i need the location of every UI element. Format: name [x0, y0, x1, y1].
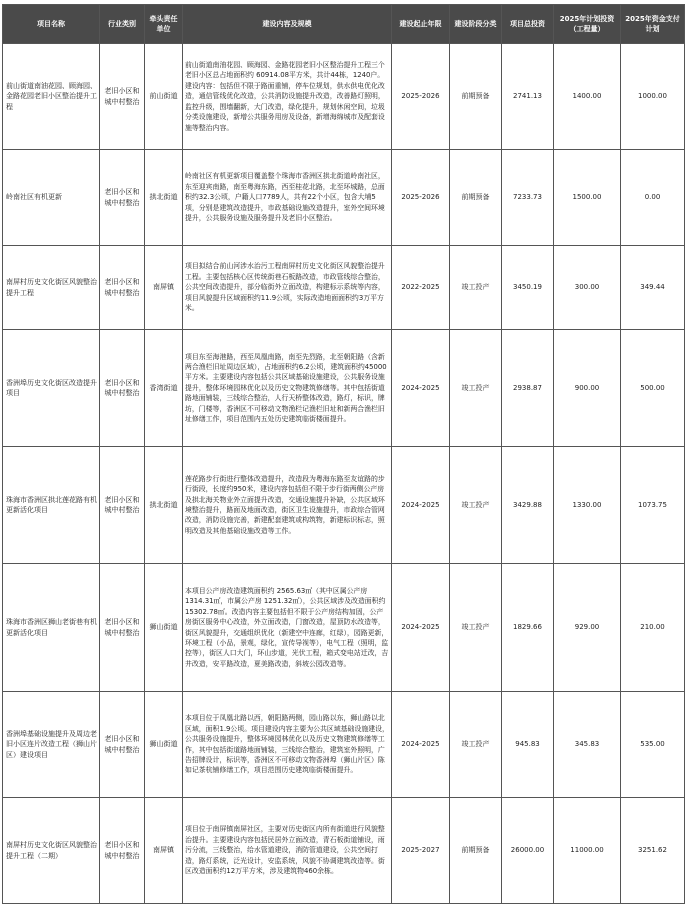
header-plan-investment: 2025年计划投资（工程量）: [554, 5, 621, 44]
project-content: 项目东至海港路，西至凤凰南路，南至先烈路，北至朝阳路（含新两合渔栏旧址周边区域），占地面积约6.2公顷，建筑面积约45000平方米。主要建设内容包括公共区域基础设施建设，公共服务设施提升，整体环境园林优化以及历史文物建筑修缮等。其中包括街道路地面铺装，三线综合整治，人行天桥整体改造，路灯，标识，牌坊，门楼等，香洲区不可移动文物渔栏记渔栏旧址和新两合渔栏旧址修缮工作，项目范围内五处历史建筑临街楼面提升。: [183, 330, 392, 447]
construction-period: 2025-2026: [392, 150, 450, 246]
header-lead-unit: 牵头责任单位: [145, 5, 183, 44]
plan-investment: 929.00: [554, 564, 621, 692]
header-payment-plan: 2025年资金支付计划: [621, 5, 685, 44]
total-investment: 2741.13: [502, 44, 554, 150]
payment-plan: 0.00: [621, 150, 685, 246]
project-content: 项目位于南屏镇南屏社区，主要对历史街区内所有街道进行风貌整治提升。主要建设内容包括民居外立面改造，青石板街道铺设，雨污分流，三线整治，给水管道建设，消防管道建设，公共空间打造，路灯系统，泛光设计，安监系统，风貌不协调建筑改造等。街区改造面积约12万平方米，涉及建筑物460余栋。: [183, 798, 392, 904]
total-investment: 26000.00: [502, 798, 554, 904]
plan-investment: 1500.00: [554, 150, 621, 246]
payment-plan: 1073.75: [621, 447, 685, 564]
industry-category: 老旧小区和城中村整治: [100, 564, 145, 692]
lead-unit: 南屏镇: [145, 798, 183, 904]
project-content: 莲花路步行街进行整体改造提升，改造段为粤海东路至友谊路的步行街段，长度约950米，建设内容包括但不限于步行街两侧公产房及拱北海关物业外立面提升改造，交通设施提升补缺，公共区域环境整治提升，路面及地面改造，街区卫生设施提升，市政综合管网改造，消防设施完善，新建配套建筑或构筑物，新建标识标志，照明改造及其他基础设施改造等工作。: [183, 447, 392, 564]
project-content: 前山街道南油花园、顾海园、金路花园老旧小区整治提升工程三个老旧小区总占地面积约 60914.08平方米，共计44栋，1240户。建设内容：包括但不限于路面重铺，停车位规划，供水供电优化改造，通信管线优化改造，公共消防设施提升改造，改善路灯照明，监控升级，围墙翻新，大门改造，绿化提升，规划休闲空间，垃圾分类设施建设，新增公共服务用房及设备，新增海绵城市及配套设施等整治内容。: [183, 44, 392, 150]
construction-stage: 竣工投产: [450, 246, 502, 330]
total-investment: 1829.66: [502, 564, 554, 692]
lead-unit: 前山街道: [145, 44, 183, 150]
project-name: 岭南社区有机更新: [3, 150, 100, 246]
lead-unit: 拱北街道: [145, 150, 183, 246]
construction-period: 2025-2027: [392, 798, 450, 904]
project-table: [2, 4, 685, 904]
construction-stage: 前期预备: [450, 798, 502, 904]
construction-stage: 前期预备: [450, 150, 502, 246]
project-name: 香洲埠基础设施提升及周边老旧小区连片改造工程（狮山片区）建设项目: [3, 692, 100, 798]
header-total-investment: 项目总投资: [502, 5, 554, 44]
lead-unit: 香湾街道: [145, 330, 183, 447]
project-name: 珠海市香洲区狮山老街巷有机更新活化项目: [3, 564, 100, 692]
total-investment: 3450.19: [502, 246, 554, 330]
header-category: 行业类别: [100, 5, 145, 44]
project-content: 本项目位于凤凰北路以西，朝阳路两侧，园山路以东，狮山路以北区域，面积1.9公顷。项目建设内容主要为公共区域基础设施建设，公共服务设施提升，整体环境园林优化以及历史文物建筑修缮等工作，其中包括街道路地面铺装，三线综合整治，建筑室外照明，广告招牌设计，标识等，香洲区不可移动文物香洲埠（狮山片区）陈如记茶杭铺修缮工作，项目范围历史建筑临街楼面提升。: [183, 692, 392, 798]
payment-plan: 500.00: [621, 330, 685, 447]
industry-category: 老旧小区和城中村整治: [100, 798, 145, 904]
payment-plan: 535.00: [621, 692, 685, 798]
project-name: 南屏村历史文化街区风貌整治提升工程: [3, 246, 100, 330]
project-content: 项目拟结合前山河涉水治污工程南屏村历史文化街区风貌整治提升工程。主要包括核心区传统街巷石板路改造，市政管线综合整治，公共空间改造提升，部分临街外立面改造，构建标示系统等内容，项目风貌提升区域面积约11.9公顷，实际改造地面面积约3万平方米。: [183, 246, 392, 330]
construction-period: 2024-2025: [392, 564, 450, 692]
table-header-row: [3, 5, 685, 44]
industry-category: 老旧小区和城中村整治: [100, 150, 145, 246]
payment-plan: 210.00: [621, 564, 685, 692]
construction-period: 2022-2025: [392, 246, 450, 330]
industry-category: 老旧小区和城中村整治: [100, 692, 145, 798]
project-name: 前山街道南油花园、顾海园、金路花园老旧小区整治提升工程: [3, 44, 100, 150]
header-project-name: 项目名称: [3, 5, 100, 44]
lead-unit: 南屏镇: [145, 246, 183, 330]
table-row: [3, 246, 685, 330]
project-content: 本项目公产房改造建筑面积约 2565.63㎡（其中区属公产房1314.31㎡，市属公产房 1251.32㎡），公共区域涉及改造面积约15302.78㎡。改造内容主要包括但不限于公产房结构加固，公产房街区服务中心改造，外立面改造，门窗改造，屋顶防水改造等，街区风貌提升，交通组织优化（新建空中连廊，红绿），园路更新，环境工程（小品，景观，绿化，宣传导视等），电气工程（照明，监控等），街区人口大门，环山步道，光伏工程，箱式变电站迁改，吉井改造，安平路改造，夏美路改造，斜坡公园改造等。: [183, 564, 392, 692]
project-name: 南屏村历史文化街区风貌整治提升工程（二期）: [3, 798, 100, 904]
project-content: 岭南社区有机更新项目覆盖整个珠海市香洲区拱北街道岭南社区，东至迎宾南路，南至粤海东路，西至桂花北路，北至环城路，总面积约32.3公顷，户籍人口7789人，共有22个小区，包含大埔5项，分别是建筑改造提升，市政基础设施改造提升，室外空间环境提升，公共服务设施及服务提升及老旧小区整治。: [183, 150, 392, 246]
industry-category: 老旧小区和城中村整治: [100, 330, 145, 447]
total-investment: 7233.73: [502, 150, 554, 246]
construction-stage: 竣工投产: [450, 330, 502, 447]
construction-stage: 前期预备: [450, 44, 502, 150]
industry-category: 老旧小区和城中村整治: [100, 246, 145, 330]
payment-plan: 1000.00: [621, 44, 685, 150]
table-row: [3, 44, 685, 150]
total-investment: 945.83: [502, 692, 554, 798]
header-period: 建设起止年限: [392, 5, 450, 44]
total-investment: 2938.87: [502, 330, 554, 447]
plan-investment: 900.00: [554, 330, 621, 447]
header-stage: 建设阶段分类: [450, 5, 502, 44]
payment-plan: 3251.62: [621, 798, 685, 904]
industry-category: 老旧小区和城中村整治: [100, 44, 145, 150]
table-row: [3, 330, 685, 447]
header-content: 建设内容及规模: [183, 5, 392, 44]
construction-period: 2024-2025: [392, 692, 450, 798]
plan-investment: 345.83: [554, 692, 621, 798]
table-row: [3, 798, 685, 904]
project-name: 珠海市香洲区拱北莲花路有机更新活化项目: [3, 447, 100, 564]
table-row: [3, 447, 685, 564]
project-name: 香洲埠历史文化街区改造提升项目: [3, 330, 100, 447]
construction-stage: 竣工投产: [450, 564, 502, 692]
plan-investment: 11000.00: [554, 798, 621, 904]
lead-unit: 狮山街道: [145, 564, 183, 692]
table-row: [3, 692, 685, 798]
lead-unit: 拱北街道: [145, 447, 183, 564]
construction-period: 2024-2025: [392, 447, 450, 564]
table-row: [3, 564, 685, 692]
construction-period: 2025-2026: [392, 44, 450, 150]
table-row: [3, 150, 685, 246]
industry-category: 老旧小区和城中村整治: [100, 447, 145, 564]
construction-stage: 竣工投产: [450, 692, 502, 798]
plan-investment: 300.00: [554, 246, 621, 330]
lead-unit: 狮山街道: [145, 692, 183, 798]
total-investment: 3429.88: [502, 447, 554, 564]
payment-plan: 349.44: [621, 246, 685, 330]
plan-investment: 1330.00: [554, 447, 621, 564]
construction-stage: 竣工投产: [450, 447, 502, 564]
construction-period: 2024-2025: [392, 330, 450, 447]
plan-investment: 1400.00: [554, 44, 621, 150]
